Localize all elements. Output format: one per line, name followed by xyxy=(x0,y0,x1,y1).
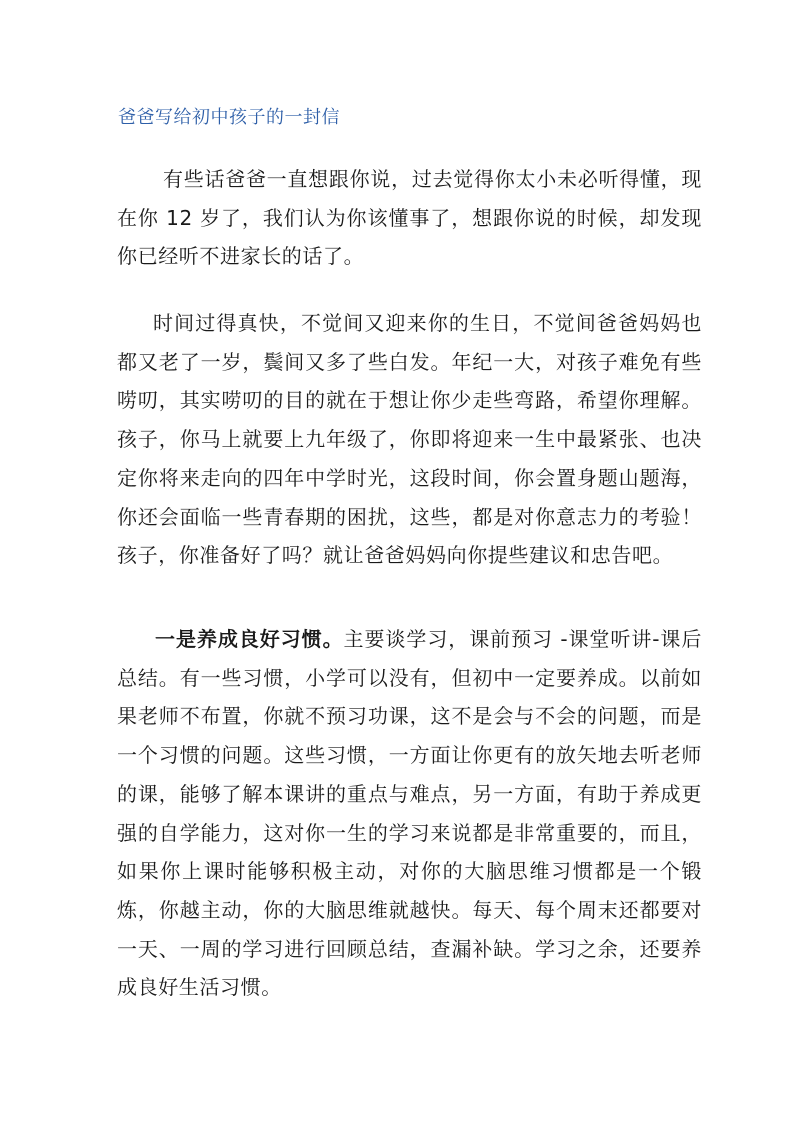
paragraph-intro xyxy=(117,160,702,276)
paragraph-intro-text: 有些话爸爸一直想跟你说，过去觉得你太小未必听得懂，现在你 12 岁了，我们认为你该懂事了，想跟你说的时候，却发现你已经听不进家长的话了。 xyxy=(117,167,702,269)
paragraph-birthday xyxy=(117,304,702,575)
paragraph-habits-text: 主要谈学习，课前预习 -课堂听讲-课后总结。有一些习惯，小学可以没有，但初中一定要养成。以前如果老师不布置，你就不预习功课，这不是会与不会的问题，而是一个习惯的问题。这些习惯，一方面让你更有的放矢地去听老师的课，能够了解本课讲的重点与难点，另一方面，有助于养成更强的自学能力，这对你一生的学习来说都是非常重要的，而且，如果你上课时能够积极主动，对你的大脑思维习惯都是一个锻炼，你越主动，你的大脑思维就越快。每天、每个周末还都要对一天、一周的学习进行回顾总结，查漏补缺。学习之余，还要养成良好生活习惯。 xyxy=(117,627,702,1000)
paragraph-habits-lead: 一是养成良好习惯。 xyxy=(155,627,344,651)
document-title: 爸爸写给初中孩子的一封信 xyxy=(118,107,340,128)
paragraph-birthday-text: 时间过得真快，不觉间又迎来你的生日，不觉间爸爸妈妈也都又老了一岁，鬓间又多了些白发。年纪一大，对孩子难免有些唠叨，其实唠叨的目的就在于想让你少走些弯路，希望你理解。孩子，你马上就要上九年级了，你即将迎来一生中最紧张、也决定你将来走向的四年中学时光，这段时间，你会置身题山题海，你还会面临一些青春期的困扰，这些，都是对你意志力的考验！孩子，你准备好了吗？就让爸爸妈妈向你提些建议和忠告吧。 xyxy=(117,311,702,568)
paragraph-habits xyxy=(117,620,702,1007)
